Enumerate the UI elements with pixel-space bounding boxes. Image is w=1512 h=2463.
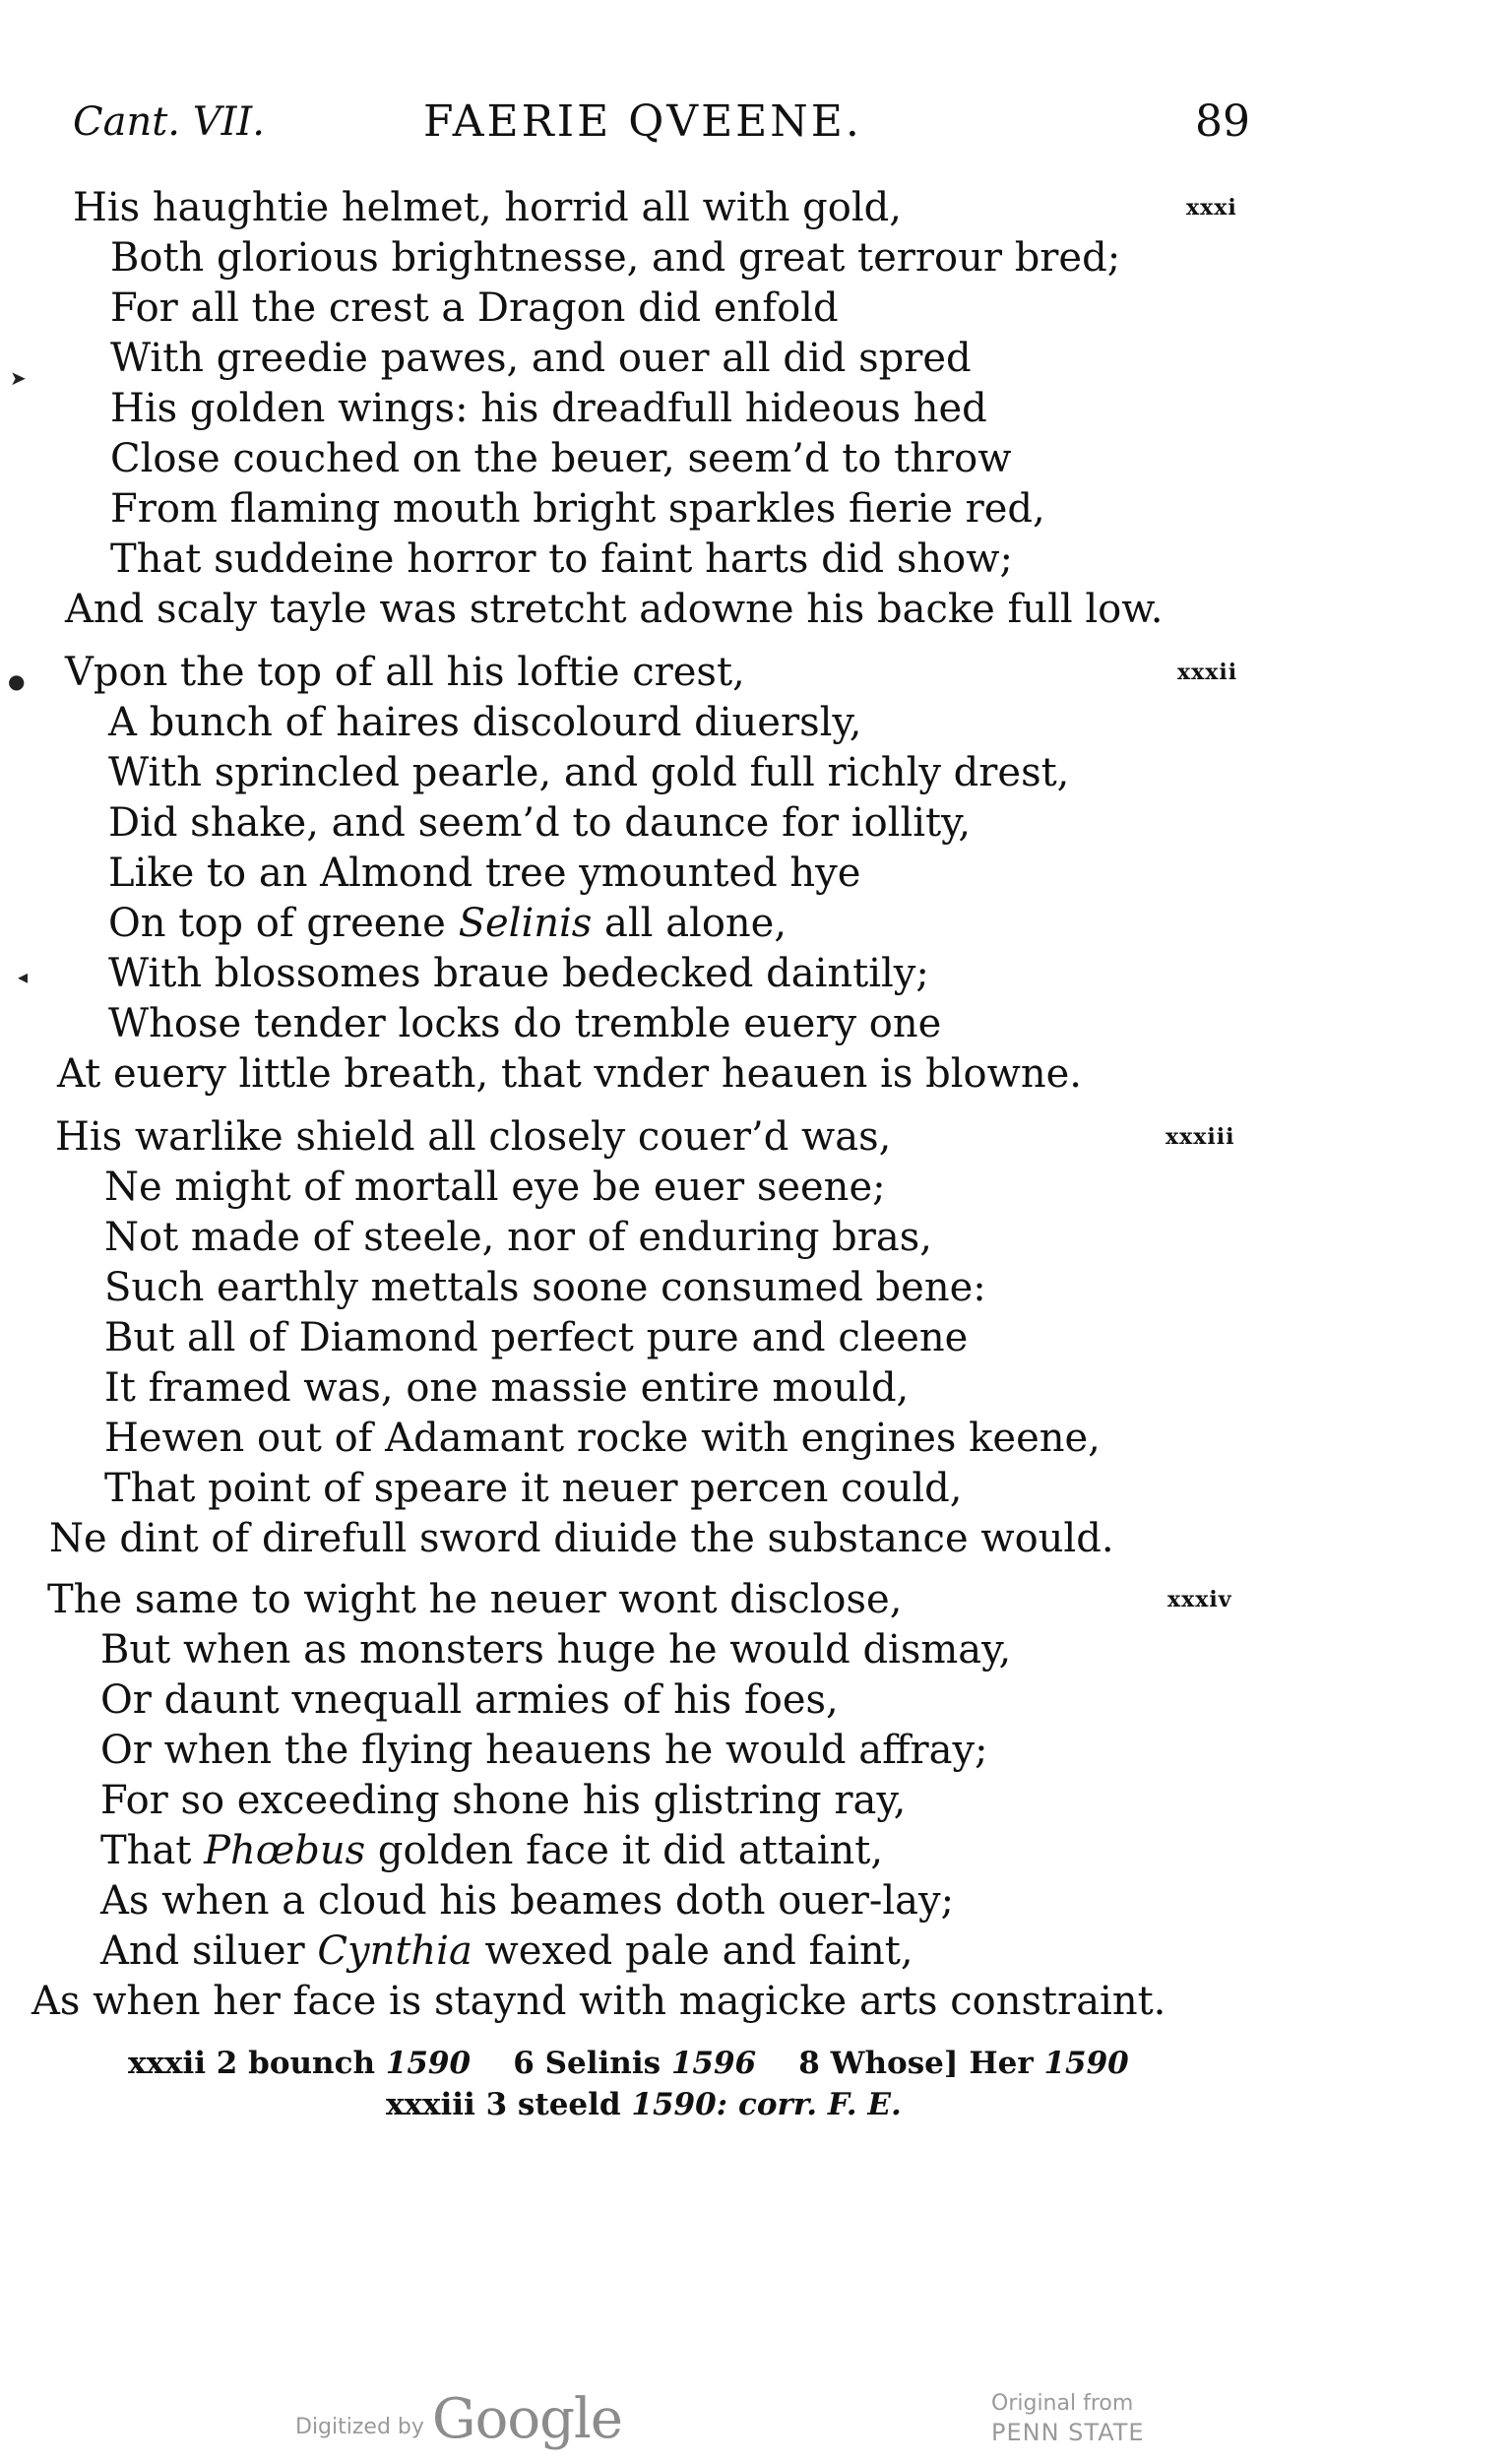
- page-number: 89: [1195, 96, 1250, 147]
- stanza-line: Like to an Almond tree ymounted hye: [108, 851, 861, 896]
- stanza-line: With greedie pawes, and ouer all did spred: [110, 336, 972, 381]
- stanza-line: Did shake, and seem’d to daunce for iollity,: [108, 800, 972, 846]
- stanza-line: And scaly tayle was stretcht adowne his backe full low.: [65, 587, 1164, 632]
- line-segment: wexed pale and faint,: [472, 1928, 914, 1974]
- running-head-title: FAERIE QVEENE.: [423, 96, 862, 147]
- footnote-year: 1596: [670, 2046, 757, 2081]
- footnote-line-1: [128, 2044, 1129, 2083]
- footnote-ref: 8 Whose] Her: [798, 2046, 1034, 2081]
- footnote-correction: corr. F. E.: [737, 2087, 902, 2122]
- footnote-ref: xxxiii 3 steeld: [386, 2087, 621, 2122]
- original-from-watermark: [991, 2390, 1145, 2447]
- stanza-line: Ne dint of direfull sword diuide the substance would.: [49, 1516, 1114, 1561]
- line-segment: golden face it did attaint,: [365, 1828, 884, 1873]
- footnote-year: 1590:: [631, 2087, 728, 2122]
- google-logo: Google: [431, 2387, 622, 2451]
- stanza-number: xxxii: [1177, 660, 1238, 685]
- stanza-line: His golden wings: his dreadfull hideous hed: [110, 386, 987, 431]
- stanza-line: It framed was, one massie entire mould,: [104, 1365, 910, 1411]
- stanza-line: Or when the flying heauens he would affray;: [100, 1728, 988, 1773]
- line-segment: And siluer: [100, 1928, 318, 1974]
- stanza-line: As when a cloud his beames doth ouer-lay;: [100, 1878, 955, 1924]
- line-segment: all alone,: [592, 901, 788, 946]
- stanza-number: xxxiii: [1166, 1124, 1235, 1150]
- line-segment: That: [100, 1828, 205, 1873]
- stanza-line: [108, 899, 787, 949]
- footnote-year: 1590: [1043, 2046, 1129, 2081]
- margin-mark: ●: [8, 669, 26, 693]
- stanza-line: Whose tender locks do tremble euery one: [108, 1001, 942, 1046]
- stanza-line: With sprincled pearle, and gold full richly drest,: [108, 750, 1070, 795]
- stanza-line: At euery little breath, that vnder heauen is blowne.: [57, 1051, 1082, 1097]
- stanza-line: Such earthly mettals soone consumed bene:: [104, 1265, 986, 1310]
- stanza-line: [100, 1926, 914, 1977]
- stanza-line: Vpon the top of all his loftie crest,: [65, 650, 745, 695]
- stanza-line: His haughtie helmet, horrid all with gold,: [73, 185, 902, 230]
- stanza-line: Close couched on the beuer, seem’d to throw: [110, 436, 1012, 481]
- stanza-line: The same to wight he neuer wont disclose,: [47, 1577, 903, 1622]
- stanza-line: That suddeine horror to faint harts did show;: [110, 537, 1013, 582]
- stanza-line: But all of Diamond perfect pure and cleene: [104, 1315, 969, 1360]
- digitized-by-watermark: [295, 2382, 622, 2451]
- line-italic-word: Selinis: [458, 901, 593, 946]
- stanza-line: Or daunt vnequall armies of his foes,: [100, 1677, 839, 1723]
- stanza-line: With blossomes braue bedecked daintily;: [108, 951, 929, 996]
- line-italic-word: Phœbus: [204, 1828, 366, 1873]
- stanza-line: Hewen out of Adamant rocke with engines keene,: [104, 1416, 1101, 1461]
- footnote-ref: xxxii 2 bounch: [128, 2046, 375, 2081]
- running-head-canto: Cant. VII.: [73, 99, 265, 145]
- stanza-number: xxxiv: [1167, 1587, 1232, 1612]
- stanza-line: That point of speare it neuer percen could,: [104, 1466, 963, 1511]
- stanza-line: As when her face is staynd with magicke arts constraint.: [32, 1979, 1166, 2024]
- footnote-line-2: [386, 2085, 902, 2124]
- stanza-line: Both glorious brightnesse, and great terrour bred;: [110, 235, 1121, 281]
- stanza-number: xxxi: [1186, 195, 1237, 221]
- footnote-ref: 6 Selinis: [513, 2046, 662, 2081]
- stanza-line: His warlike shield all closely couer’d was,: [55, 1114, 892, 1160]
- margin-mark: ◂: [18, 965, 29, 988]
- digitized-label: Digitized by: [295, 2415, 424, 2439]
- stanza-line: A bunch of haires discolourd diuersly,: [108, 700, 862, 745]
- margin-mark: ➤: [10, 366, 27, 390]
- stanza-line: [100, 1826, 883, 1876]
- footnote-year: 1590: [385, 2046, 472, 2081]
- line-segment: On top of greene: [108, 901, 459, 946]
- stanza-line: From flaming mouth bright sparkles fierie red,: [110, 486, 1045, 532]
- stanza-line: Not made of steele, nor of enduring bras,: [104, 1215, 932, 1260]
- stanza-line: But when as monsters huge he would dismay,: [100, 1627, 1012, 1673]
- stanza-line: For all the crest a Dragon did enfold: [110, 285, 839, 331]
- original-source: PENN STATE: [991, 2419, 1145, 2446]
- stanza-line: For so exceeding shone his glistring ray,: [100, 1778, 907, 1823]
- original-label: Original from: [991, 2391, 1134, 2416]
- stanza-line: Ne might of mortall eye be euer seene;: [104, 1165, 886, 1210]
- line-italic-word: Cynthia: [317, 1928, 472, 1974]
